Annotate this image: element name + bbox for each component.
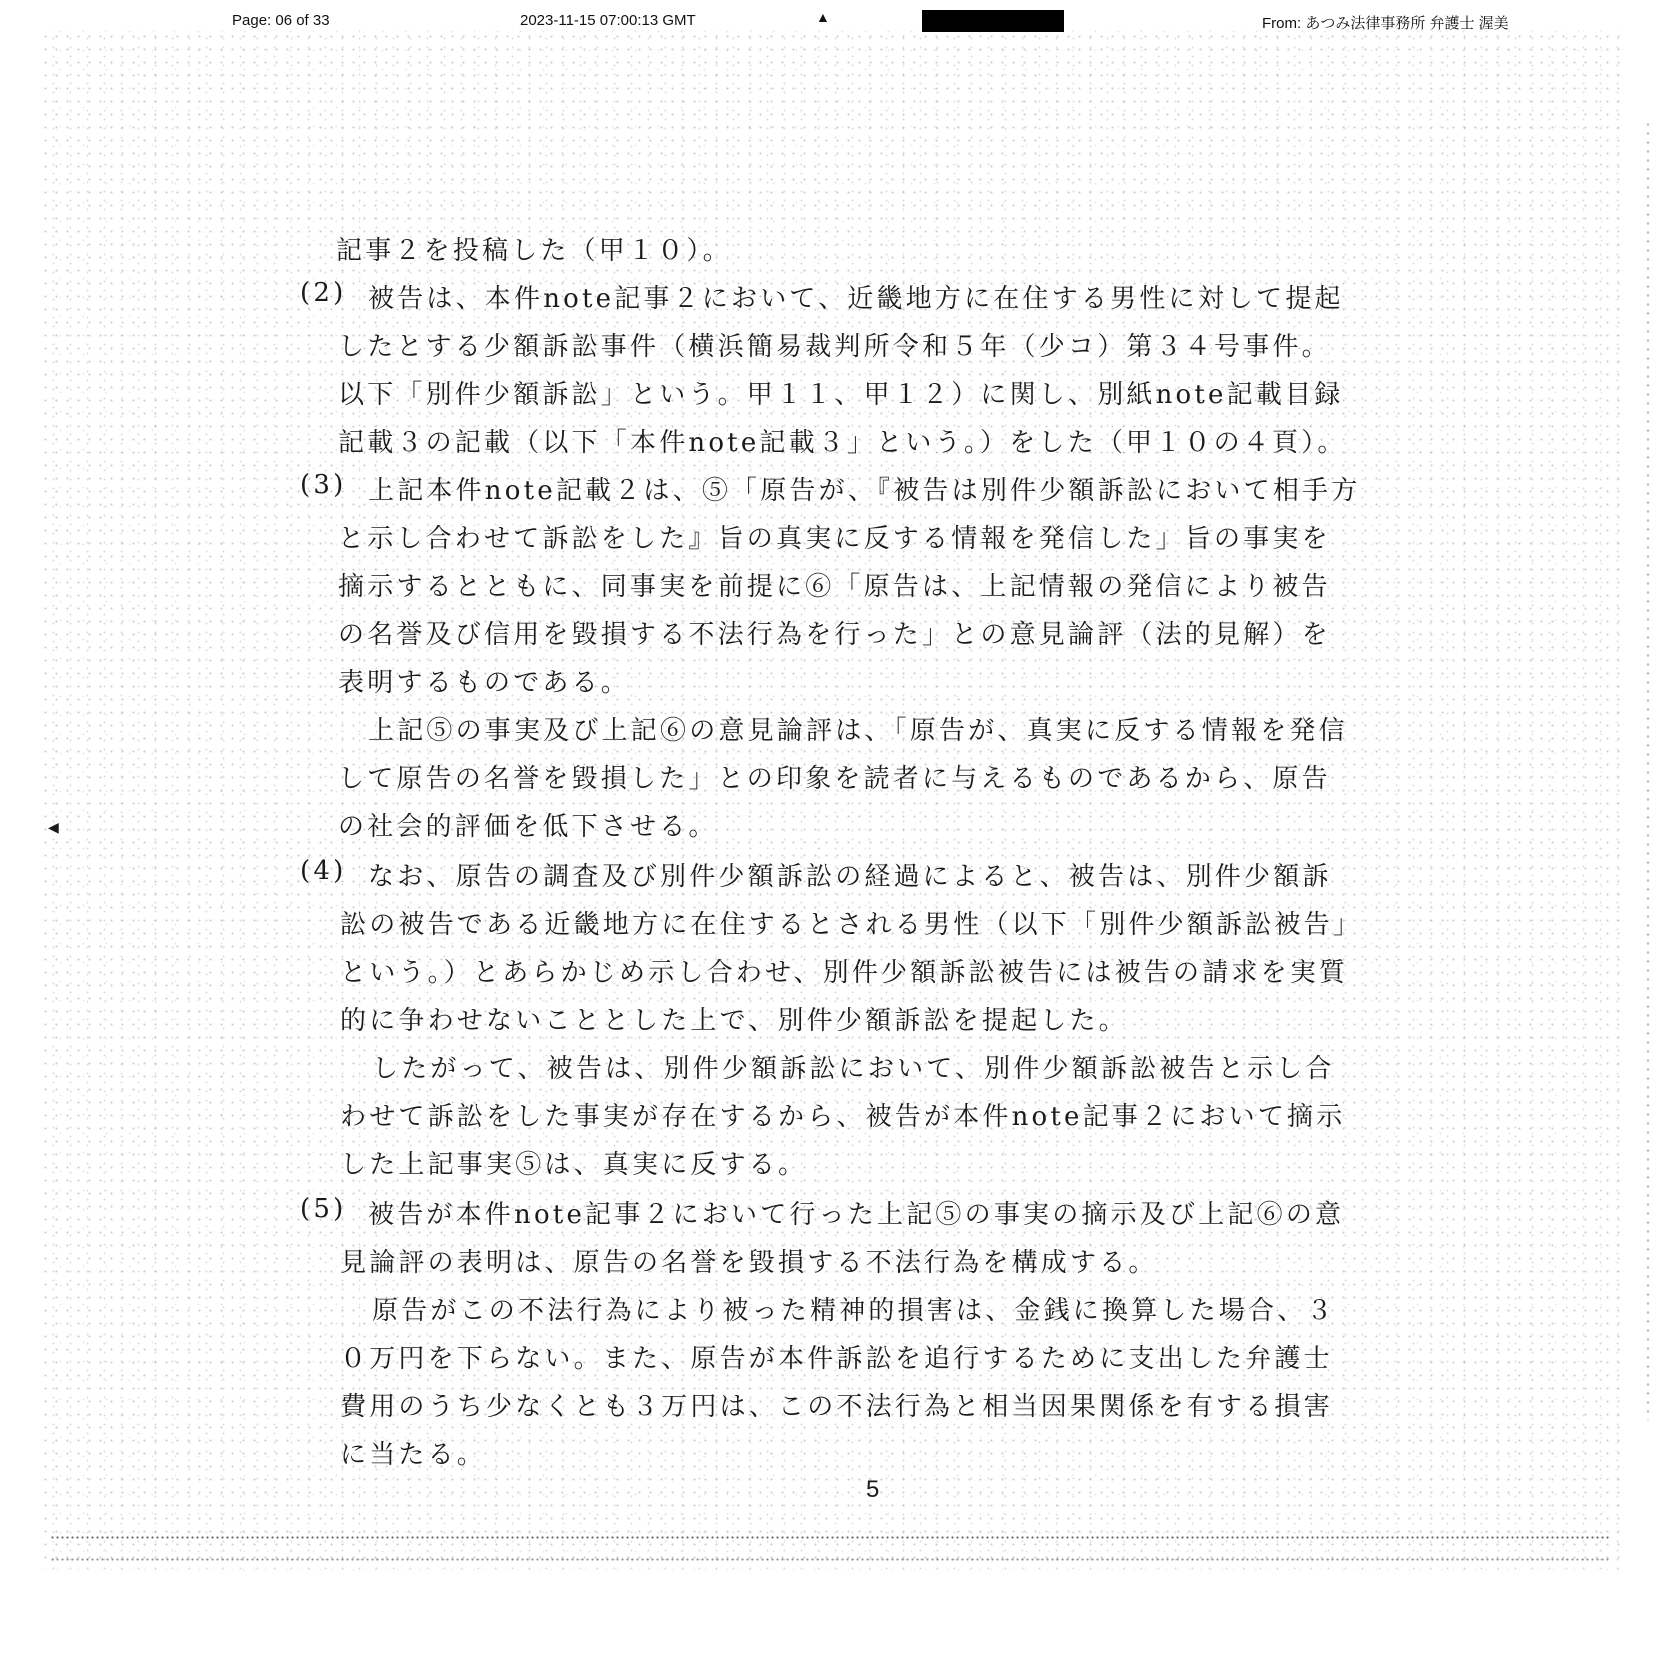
text-line: 記事２を投稿した（甲１０）。	[336, 236, 732, 266]
text-line: 以下「別件少額訴訟」という。甲１１、甲１２）に関し、別紙note記載目録	[338, 380, 1344, 410]
text-line: わせて訴訟をした事実が存在するから、被告が本件note記事２において摘示	[340, 1102, 1346, 1132]
paragraph-number: (5)	[300, 1194, 347, 1224]
fax-header	[0, 10, 1656, 36]
text-line: 的に争わせないこととした上で、別件少額訴訟を提起した。	[340, 1006, 1128, 1036]
text-line: の社会的評価を低下させる。	[338, 812, 718, 842]
text-line: したとする少額訴訟事件（横浜簡易裁判所令和５年（少コ）第３４号事件。	[338, 332, 1331, 362]
text-line: した上記事実⑤は、真実に反する。	[340, 1150, 808, 1180]
text-line: 記載３の記載（以下「本件note記載３」という。）をした（甲１０の４頁）。	[338, 428, 1347, 458]
paragraph-number: (4)	[300, 856, 347, 886]
footer-divider	[50, 1558, 1610, 1561]
text-line: 費用のうち少なくとも３万円は、この不法行為と相当因果関係を有する損害	[340, 1392, 1333, 1422]
text-line: して原告の名誉を毀損した」との印象を読者に与えるものであるから、原告	[338, 764, 1331, 794]
up-arrow-icon: ▲	[816, 9, 830, 25]
paragraph-number: (2)	[300, 278, 347, 308]
text-line: 上記⑤の事実及び上記⑥の意見論評は、「原告が、真実に反する情報を発信	[368, 716, 1348, 746]
text-line: したがって、被告は、別件少額訴訟において、別件少額訴訟被告と示し合	[372, 1054, 1335, 1084]
fax-sender: From: あつみ法律事務所 弁護士 渥美	[1262, 15, 1509, 32]
page-number: 5	[866, 1476, 880, 1503]
text-line: の名誉及び信用を毀損する不法行為を行った」との意見論評（法的見解）を	[338, 620, 1331, 650]
text-line: ０万円を下らない。また、原告が本件訴訟を追行するために支出した弁護士	[340, 1344, 1333, 1374]
scan-edge-artifact	[1646, 120, 1650, 1420]
text-line: 摘示するとともに、同事実を前提に⑥「原告は、上記情報の発信により被告	[338, 572, 1331, 602]
text-line: 表明するものである。	[338, 668, 631, 698]
text-line: に当たる。	[340, 1440, 487, 1470]
text-line: 見論評の表明は、原告の名誉を毀損する不法行為を構成する。	[340, 1248, 1158, 1278]
redaction-bar	[922, 10, 1064, 32]
text-line: 上記本件note記載２は、⑤「原告が、『被告は別件少額訴訟において相手方	[368, 476, 1361, 506]
fax-page-count: Page: 06 of 33	[232, 12, 330, 29]
text-line: 被告は、本件note記事２において、近畿地方に在住する男性に対して提起	[368, 284, 1344, 314]
paragraph-number: (3)	[300, 470, 347, 500]
text-line: なお、原告の調査及び別件少額訴訟の経過によると、被告は、別件少額訴	[368, 862, 1332, 892]
text-line: と示し合わせて訴訟をした』旨の真実に反する情報を発信した」旨の事実を	[338, 524, 1331, 554]
text-line: という。）とあらかじめ示し合わせ、別件少額訴訟被告には被告の請求を実質	[340, 958, 1349, 988]
text-line: 被告が本件note記事２において行った上記⑤の事実の摘示及び上記⑥の意	[368, 1200, 1345, 1230]
left-arrow-icon: ◀	[48, 820, 59, 836]
text-line: 訟の被告である近畿地方に在住するとされる男性（以下「別件少額訴訟被告」	[340, 910, 1363, 940]
fax-timestamp: 2023-11-15 07:00:13 GMT	[520, 12, 696, 29]
footer-divider	[50, 1536, 1610, 1539]
text-line: 原告がこの不法行為により被った精神的損害は、金銭に換算した場合、３	[372, 1296, 1336, 1326]
